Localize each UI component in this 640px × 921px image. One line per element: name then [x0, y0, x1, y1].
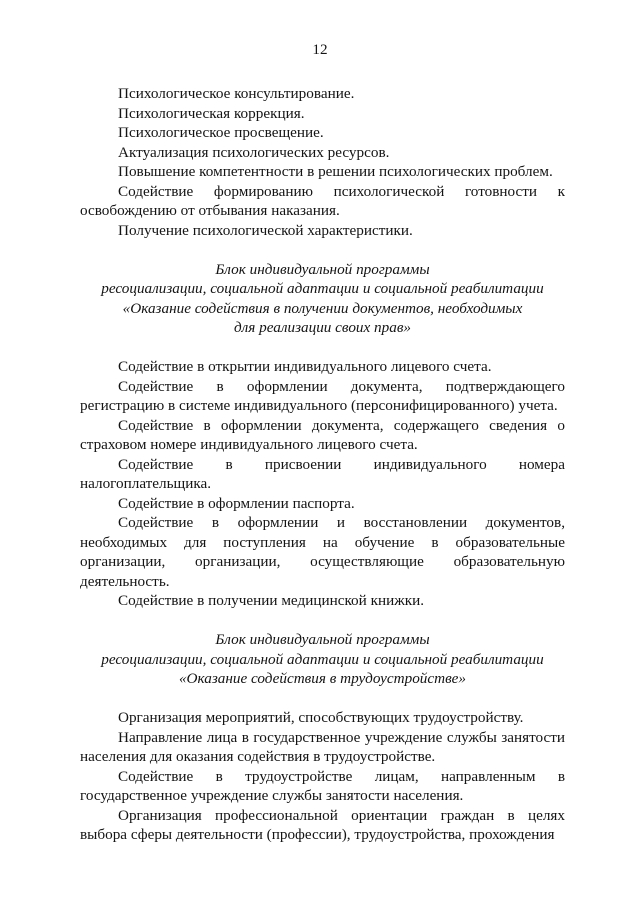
heading-line: «Оказание содействия в трудоустройстве» [178, 670, 467, 687]
page-number: 12 [312, 41, 328, 58]
heading-line: «Оказание содействия в получении документов, необходимых [122, 299, 523, 317]
paragraph: Организация профессиональной ориентации граждан в целях выбора сферы деятельности (профессии), трудоустройства, прохождения [80, 806, 565, 843]
paragraph: Содействие в трудоустройстве лицам, направленным в государственное учреждение службы занятости населения. [80, 767, 565, 804]
block-documents-heading [80, 260, 565, 338]
paragraph: Содействие в оформлении документа, содержащего сведения о страховом номере индивидуального лицевого счета. [80, 416, 565, 453]
heading-line: ресоциализации, социальной адаптации и социальной реабилитации [101, 280, 544, 297]
paragraph: Психологическое консультирование. [118, 85, 355, 102]
paragraph: Повышение компетентности в решении психологических проблем. [118, 163, 553, 180]
document-body [80, 84, 565, 845]
paragraph: Содействие в присвоении индивидуального номера налогоплательщика. [80, 455, 565, 492]
paragraph: Получение психологической характеристики. [118, 221, 413, 239]
paragraph: Организация мероприятий, способствующих трудоустройству. [118, 709, 524, 726]
paragraph: Направление лица в государственное учреждение службы занятости населения для оказания содействия в трудоустройстве. [80, 728, 565, 765]
paragraph: Содействие в открытии индивидуального лицевого счета. [118, 358, 492, 375]
heading-line: ресоциализации, социальной адаптации и социальной реабилитации [101, 650, 544, 668]
paragraph: Психологическое просвещение. [118, 124, 324, 141]
block-employment-heading [80, 630, 565, 689]
paragraph: Содействие в оформлении документа, подтверждающего регистрацию в системе индивидуального (персонифицированного) учета. [80, 377, 565, 414]
paragraph: Актуализация психологических ресурсов. [118, 143, 390, 161]
paragraph: Содействие в оформлении и восстановлении документов, необходимых для поступления на обучение в образовательные организации, организации, осуществляющие образовательную деятельность. [80, 514, 565, 590]
paragraph: Содействие в оформлении паспорта. [118, 494, 355, 512]
heading-line: Блок индивидуальной программы [215, 631, 430, 648]
paragraph: Психологическая коррекция. [118, 104, 305, 122]
paragraph: Содействие формированию психологической готовности к освобождению от отбывания наказания. [80, 182, 565, 219]
heading-line: Блок индивидуальной программы [215, 260, 430, 278]
paragraph: Содействие в получении медицинской книжки. [118, 592, 425, 609]
heading-line: для реализации своих прав» [233, 319, 412, 336]
